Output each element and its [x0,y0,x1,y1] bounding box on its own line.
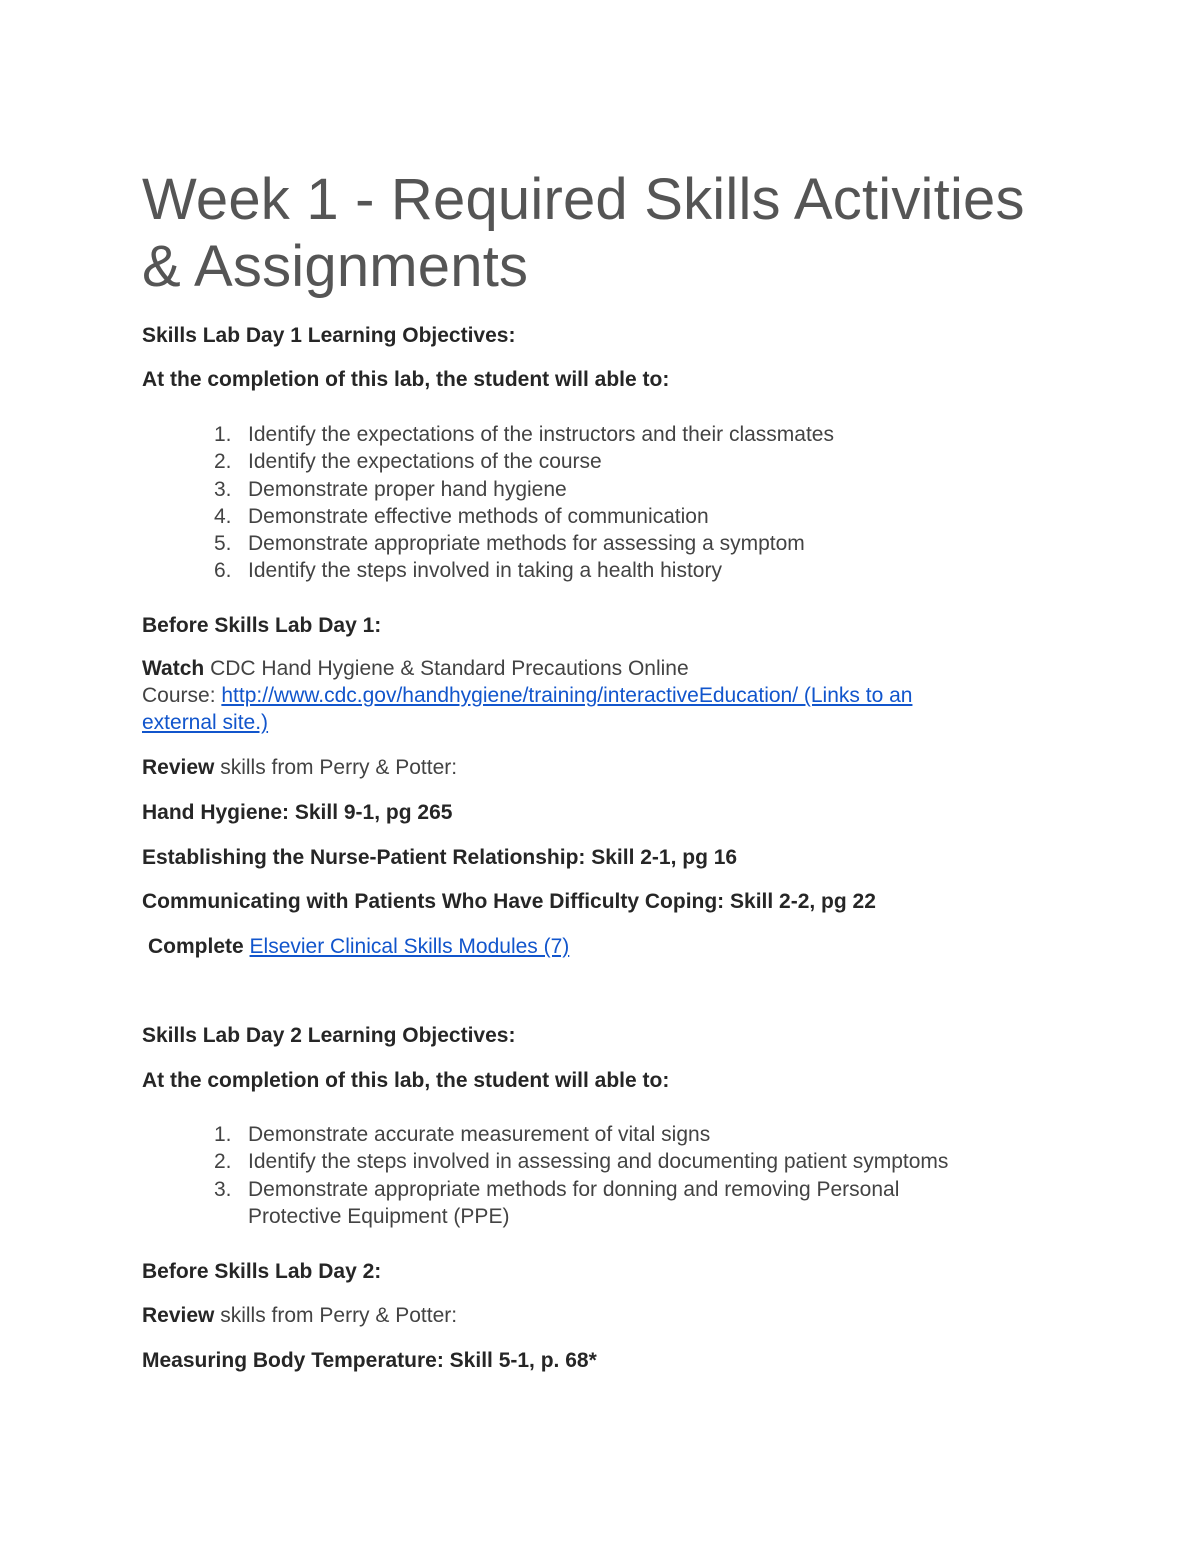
watch-line [142,655,689,682]
list-item: 3. Demonstrate appropriate methods for donning and removing Personal [214,1177,900,1201]
elsevier-modules-link[interactable]: Elsevier Clinical Skills Modules (7) [249,935,570,958]
list-item: Protective Equipment (PPE) [248,1204,510,1228]
day1-intro: At the completion of this lab, the student will able to: [142,368,670,391]
watch-link-cont [142,709,268,736]
review-text: skills from Perry & Potter: [220,756,458,779]
list-item: 1. Identify the expectations of the instructors and their classmates [214,423,834,446]
course-label: Course: [142,684,216,707]
review-text: skills from Perry & Potter: [220,1304,458,1327]
complete-line [148,933,569,960]
list-item: 5. Demonstrate appropriate methods for assessing a symptom [214,532,805,556]
list-item: 4. Demonstrate effective methods of communication [214,504,709,528]
skill-communicating: Communicating with Patients Who Have Difficulty Coping: Skill 2-2, pg 22 [142,890,876,913]
review-label: Review [142,1304,215,1327]
list-item: 2. Identify the expectations of the course [214,450,602,474]
cdc-hand-hygiene-link[interactable]: http://www.cdc.gov/handhygiene/training/interactiveEducation/ (Links to an [221,684,913,707]
list-item: 1. Demonstrate accurate measurement of vital signs [214,1123,711,1146]
complete-label: Complete [148,935,244,958]
day1-objectives-list [142,421,834,585]
day2-review-line [142,1302,457,1329]
day2-before-heading: Before Skills Lab Day 2: [142,1260,382,1283]
watch-text: CDC Hand Hygiene & Standard Precautions Online [210,657,689,680]
skill-hand-hygiene: Hand Hygiene: Skill 9-1, pg 265 [142,801,453,824]
watch-label: Watch [142,657,205,680]
day2-intro: At the completion of this lab, the student will able to: [142,1069,670,1092]
list-item: 6. Identify the steps involved in taking a health history [214,559,722,583]
watch-course-line [142,682,912,709]
day2-objectives-list [142,1121,948,1230]
review-label: Review [142,756,215,779]
day2-objectives-heading: Skills Lab Day 2 Learning Objectives: [142,1024,516,1047]
day1-objectives-heading: Skills Lab Day 1 Learning Objectives: [142,324,516,347]
list-item: 2. Identify the steps involved in assessing and documenting patient symptoms [214,1150,949,1174]
external-site-link[interactable]: external site.) [142,711,269,734]
list-item: 3. Demonstrate proper hand hygiene [214,477,567,501]
page-title: Week 1 - Required Skills Activities & Assignments [142,167,1025,299]
day1-before-heading: Before Skills Lab Day 1: [142,614,382,637]
skill-nurse-patient: Establishing the Nurse-Patient Relationship: Skill 2-1, pg 16 [142,846,738,869]
skill-body-temperature: Measuring Body Temperature: Skill 5-1, p. 68* [142,1349,597,1372]
day1-review-line [142,754,457,781]
